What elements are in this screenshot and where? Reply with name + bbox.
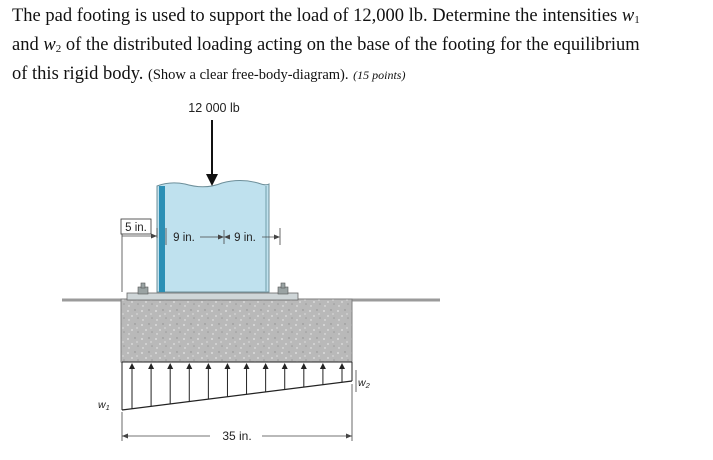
dim-9-in-a-label: 9 in. (173, 232, 195, 244)
load-arrow-head (167, 363, 173, 369)
dim-5-in-label: 5 in. (125, 222, 147, 234)
load-arrow-head (320, 363, 326, 369)
load-label: 12 000 lb (188, 101, 240, 115)
problem-points: (15 points) (353, 68, 406, 82)
w1-label: w1 (98, 399, 110, 412)
dim-5-in (122, 228, 157, 292)
problem-sentence-2: of the distributed loading acting on the base of the footing for the equilibrium (65, 35, 640, 55)
load-arrow-head (129, 363, 135, 369)
dim-9-in-b-label: 9 in. (234, 232, 256, 244)
load-arrow-head (301, 363, 307, 369)
dim-35-in-label: 35 in. (222, 429, 252, 443)
w2-label: w2 (358, 377, 370, 390)
load-arrow (206, 120, 218, 186)
problem-sentence-1: The pad footing is used to support the load of 12,000 lb. Determine the intensities (12, 6, 618, 26)
column-flange-shade (159, 186, 165, 292)
problem-sentence-3: of this rigid body. (12, 64, 144, 84)
w2-symbol: w (43, 35, 56, 55)
concrete-pad (121, 299, 352, 362)
problem-instruction: (Show a clear free-body-diagram). (148, 67, 349, 83)
load-arrow-head (224, 363, 230, 369)
load-arrow-head (205, 363, 211, 369)
load-arrow-head (282, 363, 288, 369)
load-arrow-head (186, 363, 192, 369)
w2-subscript: 2 (55, 43, 62, 55)
w1-subscript: 1 (634, 14, 640, 26)
base-plate (127, 293, 298, 300)
load-arrow-head (244, 363, 250, 369)
problem-word-and: and (12, 35, 39, 55)
load-arrow-head (339, 363, 345, 369)
anchor-bolt-right (278, 283, 288, 294)
w1-symbol: w (621, 6, 635, 26)
load-arrow-head (263, 363, 269, 369)
load-slope-line (122, 381, 352, 410)
anchor-bolt-left (138, 283, 148, 294)
load-arrow-head (148, 363, 154, 369)
